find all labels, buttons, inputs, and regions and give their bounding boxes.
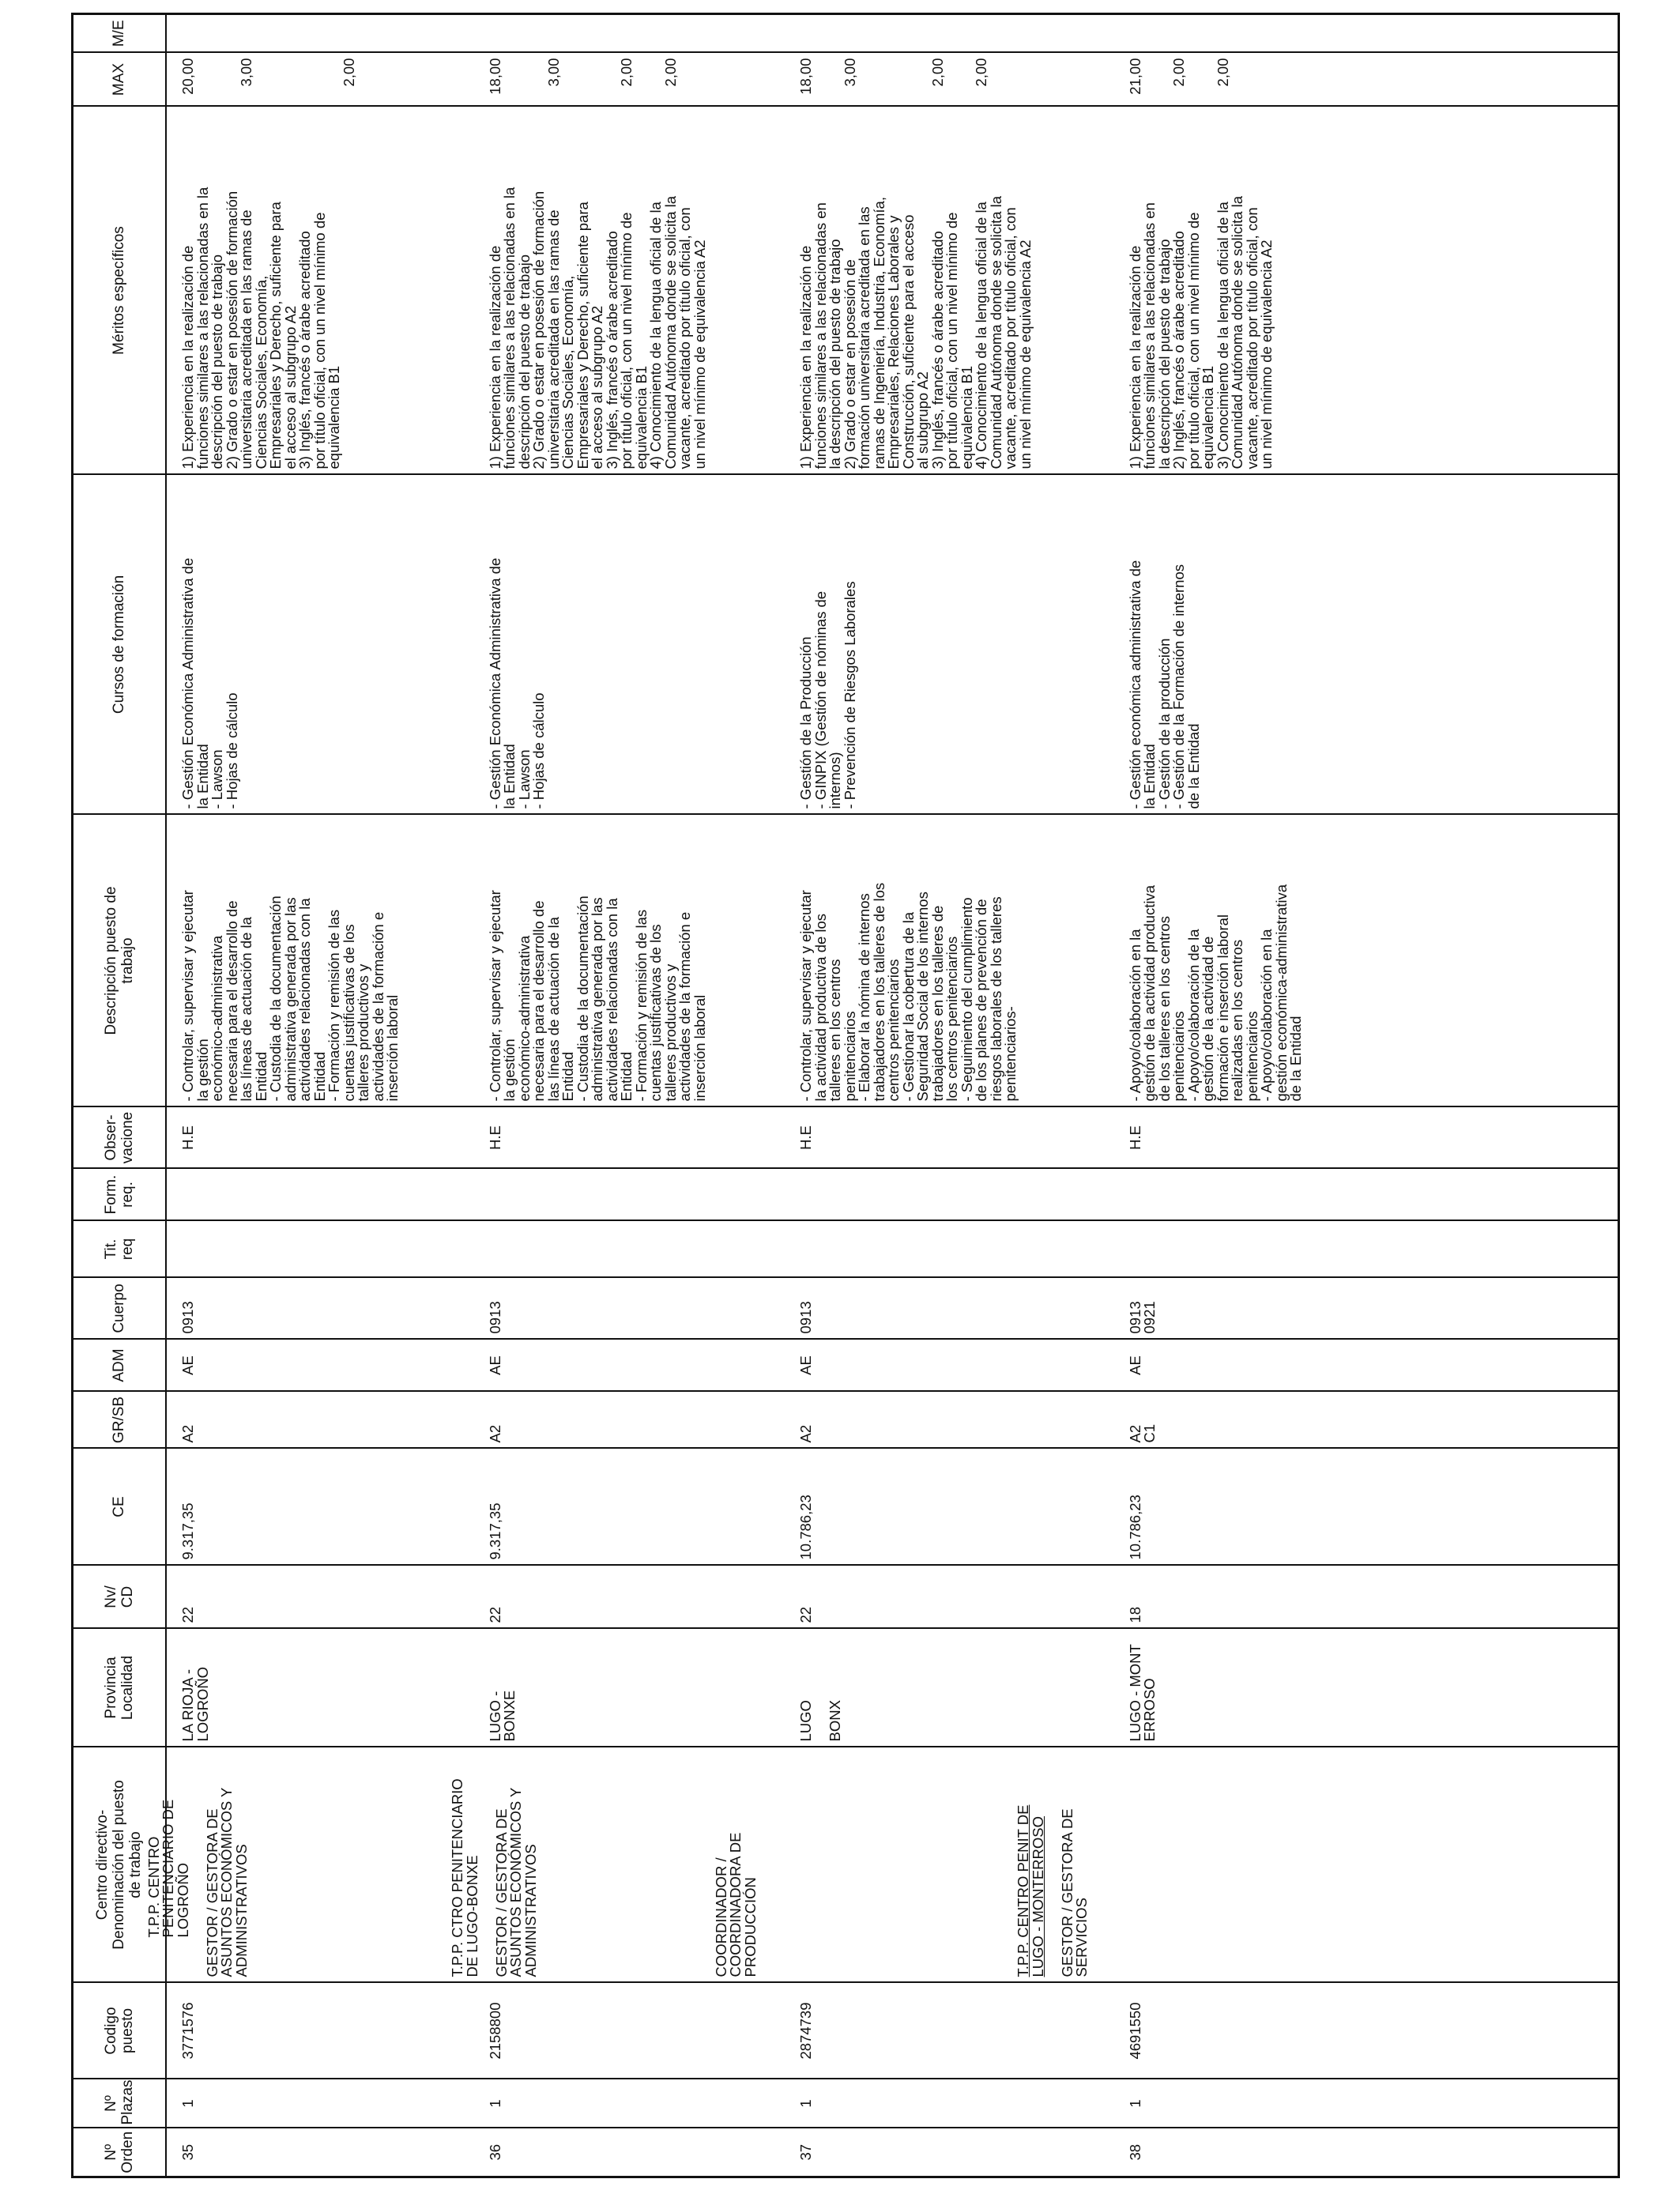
- row-36-grupo: A2: [486, 1424, 503, 1443]
- row-36-orden: 36: [486, 2143, 503, 2161]
- col-cuerpo: [166, 1278, 1619, 1340]
- col-nivel: [166, 1566, 1619, 1629]
- row-36-max: 18,00 3,00 2,00 2,00: [486, 58, 679, 95]
- header-plazas: Nº Plazas: [73, 2079, 166, 2128]
- col-ce: [166, 1449, 1619, 1566]
- row-35-nivel: 22: [179, 1606, 196, 1623]
- header-titulacion: Tit. req: [73, 1221, 166, 1278]
- row-37-plazas: 1: [797, 2099, 814, 2108]
- row-36-plazas: 1: [486, 2099, 503, 2108]
- row-37-cuerpo: 0913: [797, 1301, 814, 1334]
- row-38-centro-title: T.P.P. CENTRO PENIT DE LUGO - MONTERROSO: [1015, 1804, 1046, 1977]
- row-36-ce: 9.317,35: [486, 1502, 503, 1560]
- row-37-provincia: LUGO BONX: [797, 1700, 843, 1742]
- row-35-codigo: 3771576: [179, 2002, 196, 2060]
- col-formacion: [166, 1169, 1619, 1221]
- header-me: M/E: [73, 14, 166, 53]
- col-plazas: [166, 2079, 1619, 2128]
- row-37-meritos: 1) Experiencia en la realización de funciones similares a las relacionadas en la descripción del puesto de trabajo 2) Grado o estar en posesión de formación universitaria acreditada en las ramas de Ingeniería, Industria, Economía, Empresariales, Relaciones Laborales y Construcción, suficiente para el acceso al subgrupo A2 3) Inglés, francés o árabe acreditado por título oficial, con un nivel mínimo de equivalencia B1 4) Conocimiento de la lengua oficial de la Comunidad Autónoma donde se solicita la vacante, acreditado por título oficial, con un nivel mínimo de equivalencia A2: [797, 195, 1034, 469]
- header-cuerpo: Cuerpo: [73, 1278, 166, 1340]
- header-cursos: Cursos de formación: [73, 475, 166, 815]
- col-orden: [166, 2128, 1619, 2177]
- header-grupo: GR/SB: [73, 1392, 166, 1449]
- row-38-cursos: - Gestión económica administrativa de la Entidad - Gestión de la producción - Gestión de la Formación de internos de la Entidad: [1126, 560, 1202, 809]
- row-37-ce: 10.786,23: [797, 1495, 814, 1560]
- row-36-descripcion: - Controlar, supervisar y ejecutar la gestión económico-administrativa necesaria para el desarrollo de las líneas de actuación de la Entidad - Custodia de la documentación administrativa generada por las actividades relacionadas con la Entidad - Formación y remisión de las cuentas justificativas de los talleres productivos y actividades de la formación e inserción laboral: [486, 890, 708, 1102]
- row-36-centro-title: T.P.P. CTRO PENITENCIARIO DE LUGO-BONXE: [449, 1778, 480, 1977]
- header-centro: Centro directivo- Denominación del puesto de trabajo: [73, 1747, 166, 1983]
- col-provincia: [166, 1629, 1619, 1747]
- row-37-cursos: - Gestión de la Producción - GINPIX (Gestión de nóminas de internos) - Prevención de Riesgos Laborales: [797, 581, 858, 809]
- row-35-meritos: 1) Experiencia en la realización de funciones similares a las relacionadas en la descripción del puesto de trabajo 2) Grado o estar en posesión de formación universitaria acreditada en las ramas de Ciencias Sociales, Economía, Empresariales y Derecho, suficiente para el acceso al subgrupo A2 3) Inglés, francés o árabe acreditado por título oficial, con un nivel mínimo de equivalencia B1: [179, 187, 342, 469]
- header-orden: Nº Orden: [73, 2128, 166, 2177]
- row-38-orden: 38: [1126, 2143, 1143, 2161]
- body-row: [166, 14, 1619, 2177]
- row-35-cursos: - Gestión Económica Administrativa de la Entidad - Lawson - Hojas de cálculo: [179, 557, 240, 809]
- header-meritos: Méritos específicos: [73, 107, 166, 475]
- col-max: [166, 53, 1619, 107]
- header-formacion: Form. req.: [73, 1169, 166, 1221]
- rotated-page: [71, 13, 1620, 2178]
- row-35-grupo: A2: [179, 1424, 196, 1443]
- row-37-max: 18,00 3,00 2,00 2,00: [797, 58, 989, 95]
- header-observaciones: Obser- vacione: [73, 1107, 166, 1169]
- col-titulacion: [166, 1221, 1619, 1278]
- row-38-adm: AE: [1126, 1355, 1143, 1375]
- row-35-centro-title: T.P.P. CENTRO PENITENCIARIO DE LOGROÑO: [145, 1799, 191, 1938]
- row-36-provincia: LUGO - BONXE: [486, 1690, 518, 1742]
- row-35-puesto: GESTOR / GESTORA DE ASUNTOS ECONÓMICOS Y ADMINISTRATIVOS: [203, 1787, 250, 1977]
- col-descripcion: [166, 815, 1619, 1107]
- row-35-orden: 35: [179, 2143, 196, 2161]
- col-adm: [166, 1340, 1619, 1392]
- col-grupo: [166, 1392, 1619, 1449]
- row-38-nivel: 18: [1126, 1606, 1143, 1623]
- row-37-adm: AE: [797, 1355, 814, 1375]
- row-35-observaciones: H.E: [179, 1125, 196, 1150]
- header-max: MAX: [73, 53, 166, 107]
- row-36-nivel: 22: [486, 1606, 503, 1623]
- row-38-max: 21,00 2,00 2,00: [1126, 58, 1231, 95]
- row-37-codigo: 2874739: [797, 2002, 814, 2060]
- col-observaciones: [166, 1107, 1619, 1169]
- row-38-grupo: A2 C1: [1126, 1423, 1158, 1443]
- row-38-descripcion: - Apoyo/colaboración en la gestión de la actividad productiva de los talleres en los centros penitenciarios - Apoyo/colaboración de la gestión de la actividad de formación e inserción laboral realizadas en los centros penitenciarios - Apoyo/colaboración en la gestión económica-administrativa de la Entidad: [1126, 884, 1304, 1102]
- row-37-puesto: COORDINADOR / COORDINADORA DE PRODUCCIÓN: [712, 1832, 759, 1977]
- row-36-adm: AE: [486, 1355, 503, 1375]
- col-me: [166, 14, 1619, 53]
- row-36-codigo: 2158800: [486, 2002, 503, 2060]
- row-35-plazas: 1: [179, 2099, 196, 2108]
- row-38-codigo: 4691550: [1126, 2002, 1143, 2060]
- header-provincia: Provincia Localidad: [73, 1629, 166, 1747]
- col-centro: [145, 1747, 1619, 1983]
- row-37-grupo: A2: [797, 1424, 814, 1443]
- row-38-observaciones: H.E: [1126, 1125, 1143, 1150]
- col-meritos: [166, 107, 1619, 475]
- row-37-observaciones: H.E: [797, 1125, 814, 1150]
- job-positions-table: [71, 13, 1620, 2178]
- header-descripcion: Descripción puesto de trabajo: [73, 815, 166, 1107]
- row-38-provincia: LUGO - MONT ERROSO: [1126, 1644, 1158, 1742]
- row-37-nivel: 22: [797, 1606, 814, 1623]
- header-adm: ADM: [73, 1340, 166, 1392]
- col-cursos: [166, 475, 1619, 815]
- row-36-meritos: 1) Experiencia en la realización de funciones similares a las relacionadas en la descripción del puesto de trabajo 2) Grado o estar en posesión de formación universitaria acreditada en las ramas de Ciencias Sociales, Economía, Empresariales y Derecho, suficiente para el acceso al subgrupo A2 3) Inglés, francés o árabe acreditado por título oficial, con un nivel mínimo de equivalencia B1 4) Conocimiento de la lengua oficial de la Comunidad Autónoma donde se solicita la vacante, acreditado por título oficial, con un nivel mínimo de equivalencia A2: [486, 187, 708, 469]
- row-38-ce: 10.786,23: [1126, 1495, 1143, 1560]
- row-35-ce: 9.317,35: [179, 1502, 196, 1560]
- row-35-descripcion: - Controlar, supervisar y ejecutar la gestión económico-administrativa necesaria para el desarrollo de las líneas de actuación de la Entidad - Custodia de la documentación administrativa generada por las actividades relacionadas con la Entidad - Formación y remisión de las cuentas justificativas de los talleres productivos y actividades de la formación e inserción laboral: [179, 890, 401, 1102]
- row-37-orden: 37: [797, 2143, 814, 2161]
- row-36-puesto: GESTOR / GESTORA DE ASUNTOS ECONÓMICOS Y ADMINISTRATIVOS: [492, 1787, 539, 1977]
- row-37-descripcion: - Controlar, supervisar y ejecutar la actividad productiva de los talleres en los centros penitenciarios - Elaborar la nómina de internos trabajadores en los talleres de los centros penitenciarios - Gestionar la cobertura de la Seguridad Social de los internos trabajadores en los talleres de los centros penitenciarios - Seguimiento del cumplimiento de los planes de prevención de riesgos laborales de los talleres penitenciarios-: [797, 882, 1019, 1102]
- row-35-max: 20,00 3,00 2,00: [179, 58, 357, 95]
- header-ce: CE: [73, 1449, 166, 1566]
- row-35-provincia: LA RIOJA - LOGROÑO: [179, 1666, 211, 1742]
- row-36-observaciones: H.E: [486, 1125, 503, 1150]
- row-38-cuerpo: 0913 0921: [1126, 1301, 1158, 1334]
- row-38-plazas: 1: [1126, 2099, 1143, 2108]
- header-codigo: Codigo puesto: [73, 1983, 166, 2079]
- row-35-cuerpo: 0913: [179, 1301, 196, 1334]
- row-36-cuerpo: 0913: [486, 1301, 503, 1334]
- row-38-puesto: GESTOR / GESTORA DE SERVICIOS: [1058, 1808, 1090, 1977]
- header-nivel: Nv/ CD: [73, 1566, 166, 1629]
- col-codigo: [166, 1983, 1619, 2079]
- row-36-cursos: - Gestión Económica Administrativa de la Entidad - Lawson - Hojas de cálculo: [486, 557, 547, 809]
- row-35-adm: AE: [179, 1355, 196, 1375]
- row-38-meritos: 1) Experiencia en la realización de funciones similares a las relacionadas en la descripción del puesto de trabajo 2) Inglés, francés o árabe acreditado por título oficial, con un nivel mínimo de equivalencia B1 3) Conocimiento de la lengua oficial de la Comunidad Autónoma donde se solicita la vacante, acreditado por título oficial, con un nivel mínimo de equivalencia A2: [1126, 195, 1275, 469]
